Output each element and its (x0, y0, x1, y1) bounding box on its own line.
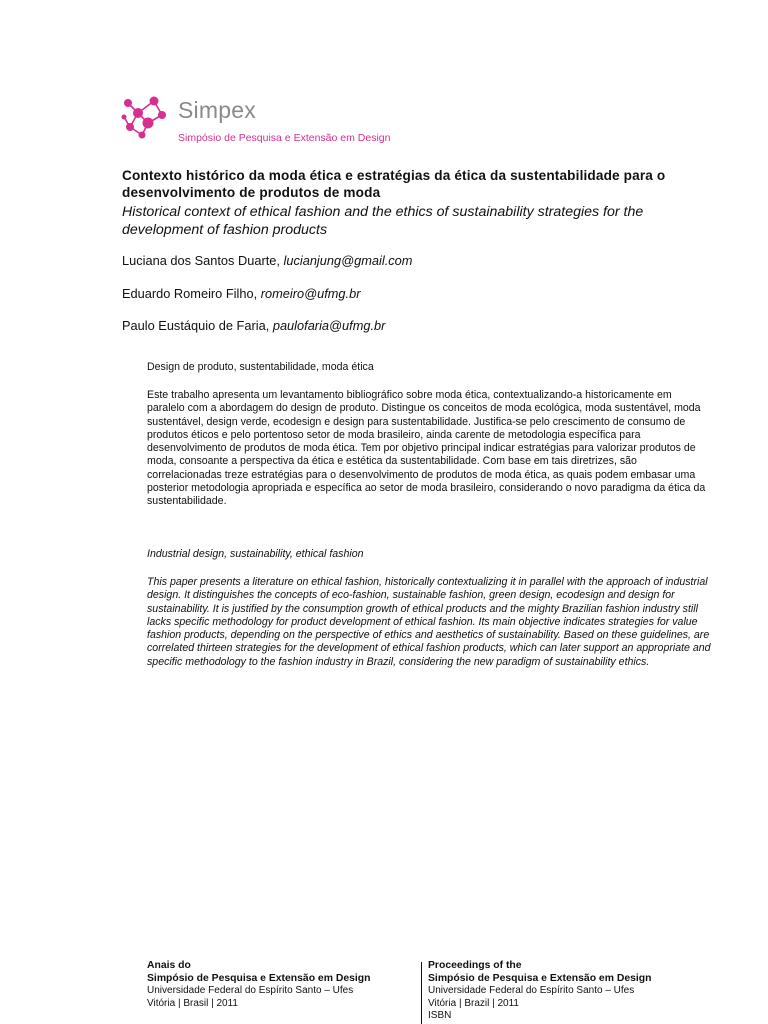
author-email[interactable]: romeiro@ufmg.br (260, 286, 361, 301)
logo-subtitle: Simpósio de Pesquisa e Extensão em Design (178, 132, 391, 144)
abstract-portuguese: Este trabalho apresenta um levantamento bibliográfico sobre moda ética, contextualizando-a historicamente em paralelo com a abordagem do design de produto. Distingue os conceitos de moda ecológica, moda sustentável, moda sustentável, design verde, ecodesign e design para sustentabilidade. Justifica-se pelo crescimento de consumo de produtos éticos e pelo portentoso setor de moda brasileiro, ainda carente de metodologia específica para desenvolvimento de produtos de moda ética. Tem por objetivo principal indicar estratégias para valorizar produtos de moda, consoante a perspectiva da ética e estética da sustentabilidade. Com base em tais diretrizes, são correlacionadas treze estratégias para o desenvolvimento de produtos de moda ética, as quais podem embasar uma posterior metodologia apropriada e específica ao setor de moda brasileiro, considerando o novo paradigma da ética da sustentabilidade. (147, 389, 706, 508)
footer-isbn: ISBN (428, 1010, 452, 1022)
footer-event-name: Simpósio de Pesquisa e Extensão em Design (147, 972, 371, 984)
footer-proceedings-portuguese (147, 960, 417, 1010)
molecule-network-icon (120, 93, 172, 141)
abstract-english: This paper presents a literature on ethical fashion, historically contextualizing it in parallel with the approach of industrial design. It distinguishes the concepts of eco-fashion, sustainable fashion, green design, ecodesign and design for sustainability. It is justified by the consumption growth of ethical products and the mighty Brazilian fashion industry still lacks specific methodology for product development of ethical fashion. Its main objective indicates strategies for value fashion products, depending on the perspective of ethics and aesthetics of sustainability. Based on these guidelines, are correlated thirteen strategies for the development of ethical fashion products, which can later support an appropriate and specific methodology to the fashion industry in Brazil, considering the new paradigm of sustainability ethics. (147, 576, 711, 668)
author-email[interactable]: paulofaria@ufmg.br (272, 318, 386, 333)
footer-proceedings-english (428, 960, 728, 1023)
footer-heading: Proceedings of the (428, 960, 522, 971)
footer-location-year: Vitória | Brazil | 2011 (428, 997, 519, 1009)
keywords-english: Industrial design, sustainability, ethical fashion (147, 548, 364, 560)
author-name: Paulo Eustáquio de Faria, (122, 318, 270, 333)
footer-divider (421, 962, 422, 1024)
paper-title-english: Historical context of ethical fashion and the ethics of sustainability strategies for the development of fashion products (122, 204, 644, 238)
keywords-portuguese: Design de produto, sustentabilidade, moda ética (147, 361, 374, 373)
paper-title-portuguese: Contexto histórico da moda ética e estratégias da ética da sustentabilidade para o desenvolvimento de produtos de moda (122, 168, 666, 200)
author-name: Eduardo Romeiro Filho, (122, 286, 258, 301)
footer-university: Universidade Federal do Espírito Santo – Ufes (428, 985, 635, 997)
author-line (122, 286, 360, 301)
author-email[interactable]: lucianjung@gmail.com (283, 253, 413, 268)
author-name: Luciana dos Santos Duarte, (122, 253, 280, 268)
simpex-logo (120, 93, 400, 153)
footer-heading: Anais do (147, 960, 191, 971)
footer-university: Universidade Federal do Espírito Santo – Ufes (147, 985, 354, 997)
author-line (122, 253, 412, 268)
footer-event-name: Simpósio de Pesquisa e Extensão em Design (428, 972, 652, 984)
logo-name: Simpex (178, 97, 256, 123)
author-line (122, 318, 385, 333)
footer-location-year: Vitória | Brasil | 2011 (147, 997, 238, 1009)
